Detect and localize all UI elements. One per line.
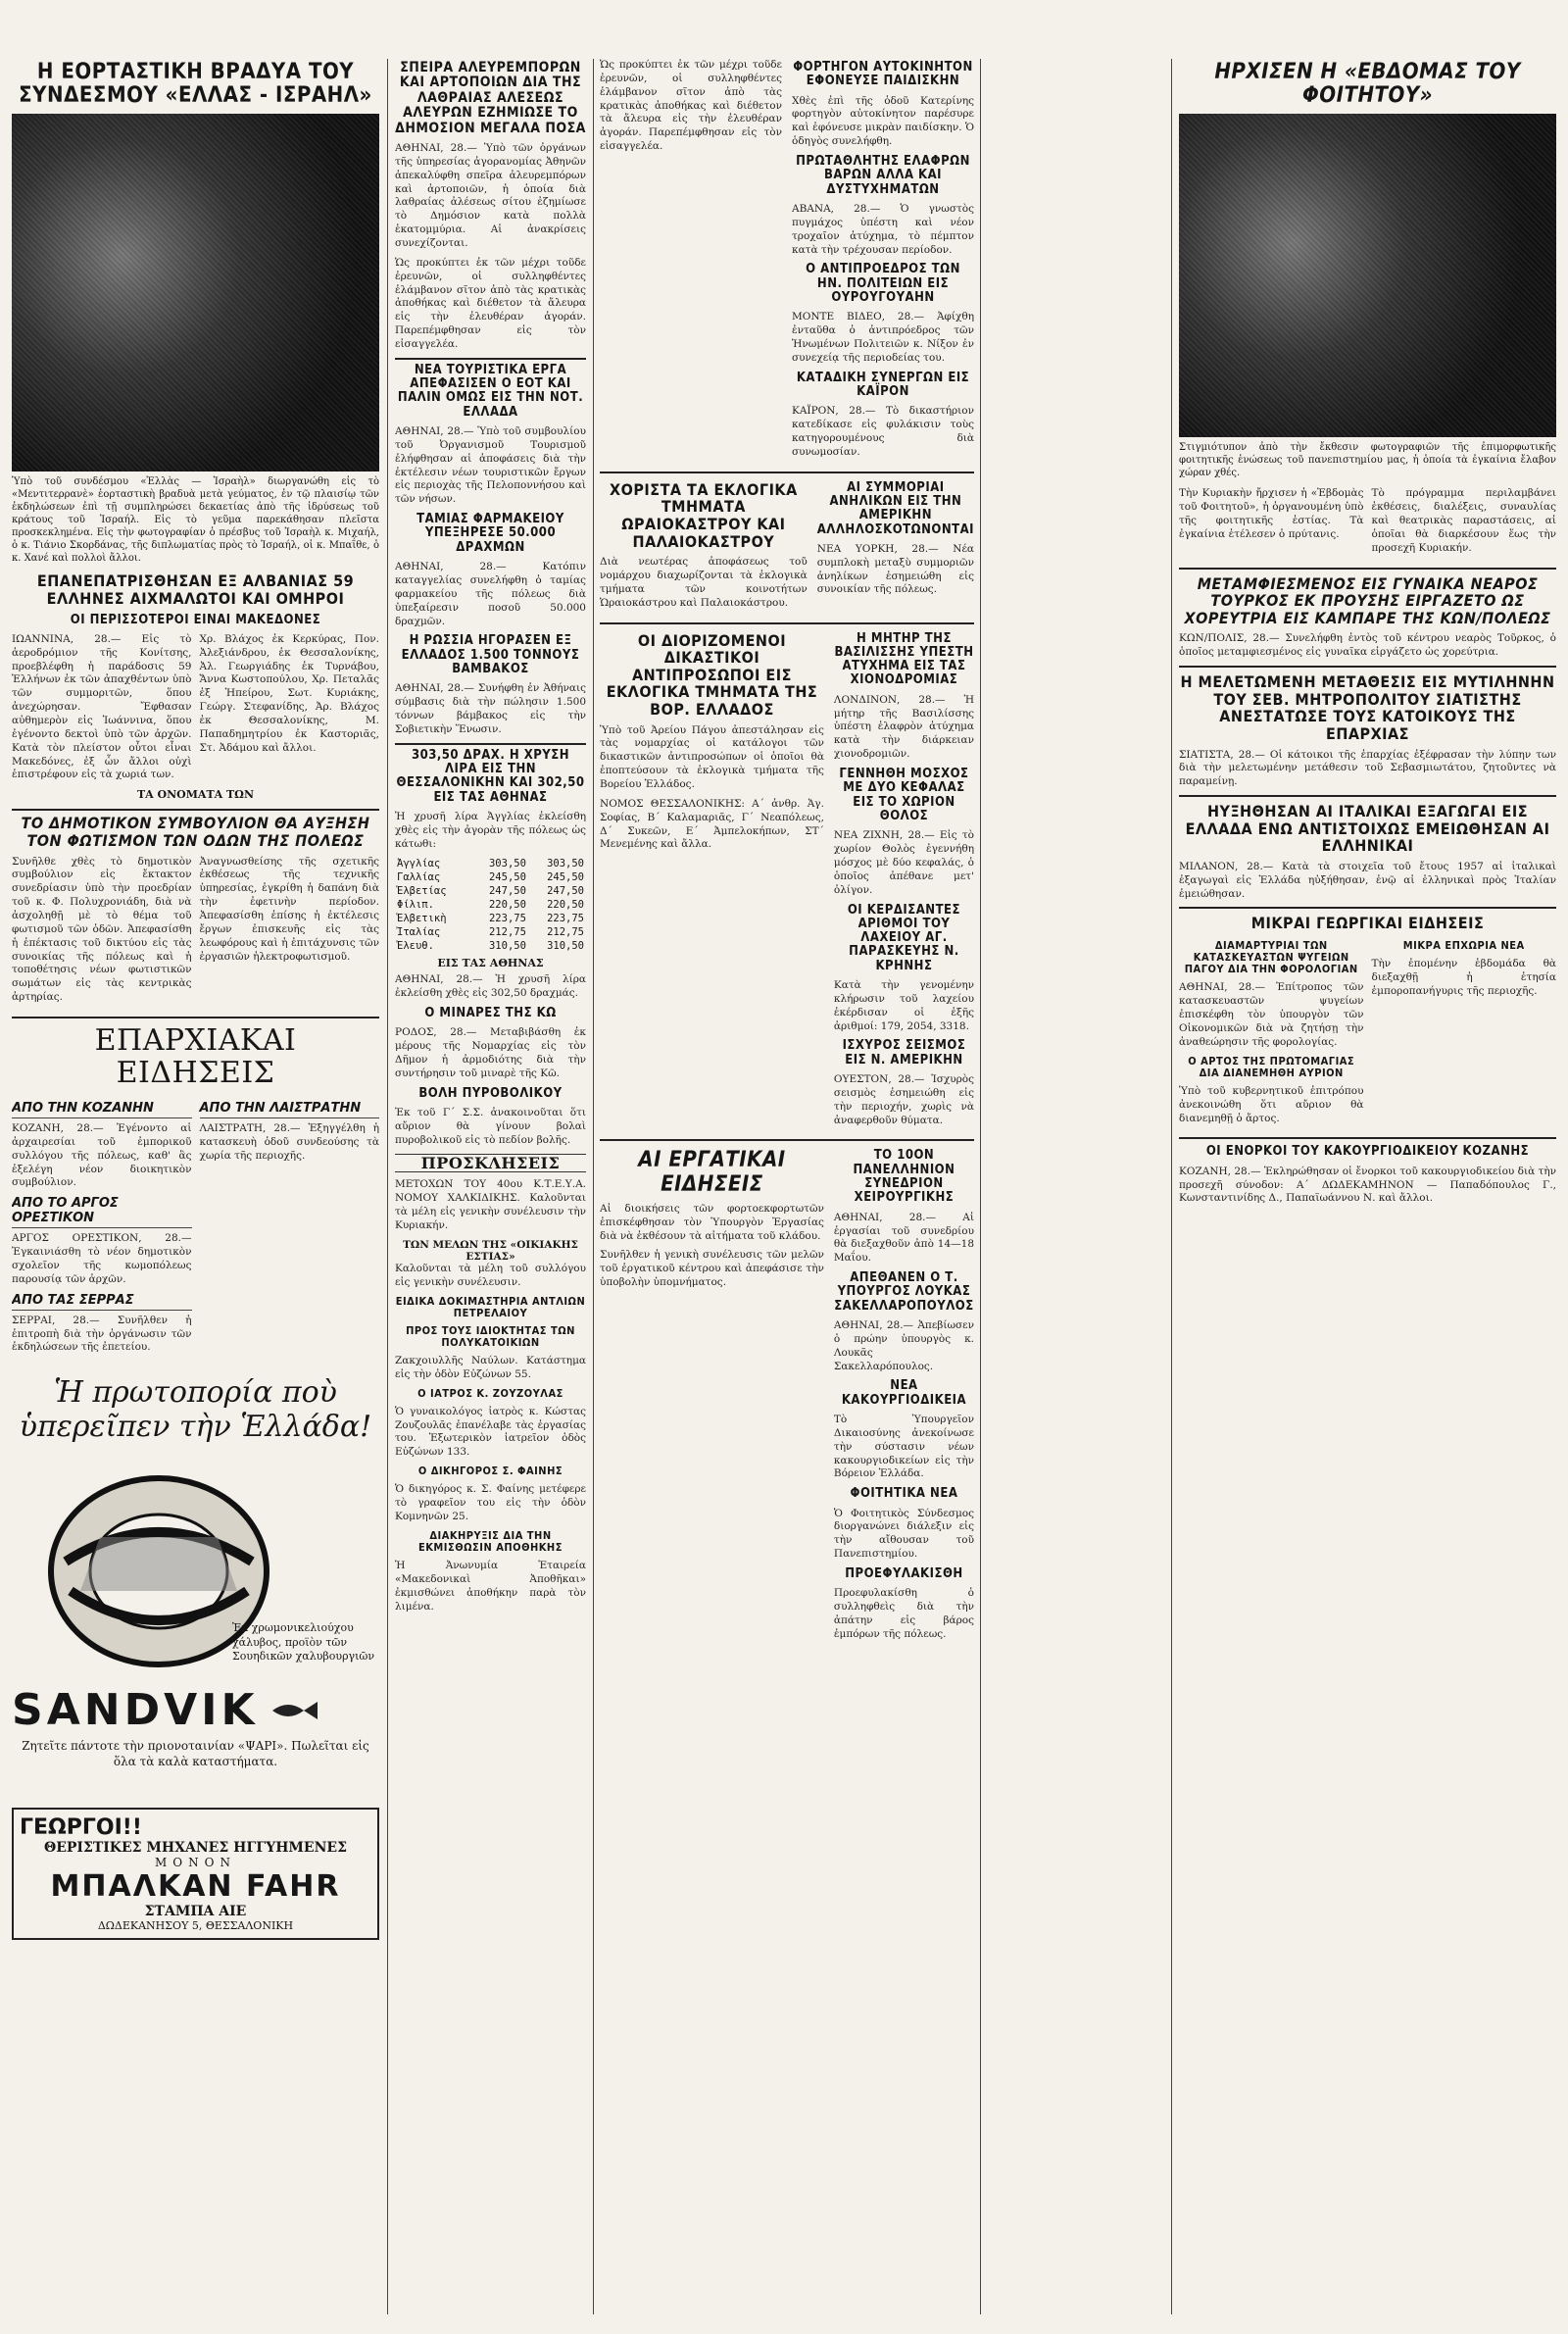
headline-minaret: Ο ΜΙΝΑΡΕΣ ΤΗΣ ΚΩ [424, 1006, 557, 1021]
column-divider [593, 59, 594, 2314]
gold-price-row [395, 925, 586, 939]
headline-albania: ΕΠΑΝΕΠΑΤΡΙΣΘΗΣΑΝ ΕΞ ΑΛΒΑΝΙΑΣ 59 ΕΛΛΗΝΕΣ ΑΙΧΜΑΛΩΤΟΙ ΚΑΙ ΟΜΗΡΟΙ [36, 571, 355, 608]
article-albania-names: ΤΑ ΟΝΟΜΑΤΑ ΤΩΝ [136, 788, 255, 802]
gold-sell-cell: 245,50 [547, 871, 584, 884]
gold-sell-cell: 310,50 [547, 940, 584, 953]
divider [1179, 795, 1556, 797]
gold-sell-cell: 220,50 [547, 899, 584, 912]
headline-lottery: ΟΙ ΚΕΡΔΙΣΑΝΤΕΣ ΑΡΙΘΜΟΙ ΤΟΥ ΛΑΧΕΙΟΥ ΑΓ. ΠΑΡΑΣΚΕΥΗΣ Ν. ΚΡΗΝΗΣ [847, 902, 961, 973]
headline-kozani-jurors: ΟΙ ΕΝΟΡΚΟΙ ΤΟΥ ΚΑΚΟΥΡΓΙΟΔΙΚΕΙΟΥ ΚΟΖΑΝΗΣ [1205, 1144, 1530, 1160]
ad-sandvik-brand: SANDVIK [12, 1685, 259, 1736]
subhead-laistratin: ΑΠΟ ΤΗΝ ΛΑΙΣΤΡΑΤΗΝ [200, 1101, 380, 1118]
subhead-serres: ΑΠΟ ΤΑΣ ΣΕΡΡΑΣ [12, 1293, 192, 1311]
headline-doctor: Ο ΙΑΤΡΟΣ Κ. ΖΟΥΖΟΥΛΑΣ [417, 1386, 564, 1400]
subhead-members: ΤΩΝ ΜΕΛΩΝ ΤΗΣ «ΟΙΚΙΑΚΗΣ ΕΣΤΙΑΣ» [403, 1238, 578, 1263]
ad-balkan-fahr [12, 1808, 379, 1940]
headline-lawyer: Ο ΔΙΚΗΓΟΡΟΣ Σ. ΦΑΙΝΗΣ [417, 1465, 564, 1478]
body-kozani: ΚΟΖΑΝΗ, 28.— Ἐγένοντο αἱ ἀρχαιρεσίαι τοῦ ἐμπορικοῦ συλλόγου τῆς πόλεως, καθ' ἃς ἐξελέγη νέον διοικητικὸν συμβούλιον. [12, 1121, 192, 1189]
column-center [600, 59, 974, 2313]
body-athens-gold: ΑΘΗΝΑΙ, 28.— Ἡ χρυσῆ λίρα ἐκλείσθη χθὲς εἰς 302,50 δραχμάς. [395, 973, 586, 1000]
body-members: Καλοῦνται τὰ μέλη τοῦ συλλόγου εἰς γενικὴν συνέλευσιν. [395, 1262, 586, 1288]
subhead-argos: ΑΠΟ ΤΟ ΑΡΓΟΣ ΟΡΕΣΤΙΚΟΝ [12, 1196, 192, 1228]
body-turk-dancer: ΚΩΝ/ΠΟΛΙΣ, 28.— Συνελήφθη ἐντὸς τοῦ κέντρου νεαρὸς Τοῦρκος, ὁ ὁποῖος μεταμφιεσμένος εἰς γυναῖκα εἰργάζετο ὡς χορεύτρια. [1179, 632, 1556, 659]
ad-fahr-line3: ΣΤΑΜΠΑ ΑΙΕ [144, 1904, 247, 1920]
headline-minister: ΑΠΕΘΑΝΕΝ Ο Τ. ΥΠΟΥΡΓΟΣ ΛΟΥΚΑΣ ΣΑΚΕΛΛΑΡΟΠΟΥΛΟΣ [834, 1270, 974, 1314]
divider [395, 358, 586, 360]
column-second [395, 59, 586, 2313]
gold-buy-cell: 247,50 [488, 885, 526, 898]
body-artillery: Ἐκ τοῦ Γ΄ Σ.Σ. ἀνακοινοῦται ὅτι αὔριον θὰ γίνουν βολαὶ πυροβολικοῦ εἰς τὸ πεδίον βολῆς. [395, 1107, 586, 1146]
gold-buy-cell: 212,75 [488, 926, 526, 939]
body-mytilene: ΣΙΑΤΙΣΤΑ, 28.— Οἱ κάτοικοι τῆς ἐπαρχίας ἐξέφρασαν τὴν λύπην των διὰ τὴν μελετωμένην μετάθεσιν τοῦ Σεβασμιωτάτου, ζητοῦντες νὰ παραμείνῃ. [1179, 748, 1556, 788]
article-albania-body-a: ΙΩΑΝΝΙΝΑ, 28.— Εἰς τὸ ἀεροδρόμιον τῆς Κονίτσης, προεβλέφθη ἡ παράδοσις 59 Ἑλλήνων ἐκ τῶν ἀπαχθέντων ὑπὸ τῶν συμμοριτῶν, ὅπου ἀνεχώρησαν. Ἔφθασαν αὐθημερὸν εἰς Ἰωάννινα, ὅπου ἐγένοντο δεκτοὶ ὑπὸ τῶν ἀρχῶν. Κατὰ τὸν πλείστον οὗτοι εἶναι Μακεδόνες, ἐξ ὧν ἄλλοι οὐχὶ ἐπιστρέφουν εἰς τὰ χωριά των. [12, 632, 192, 781]
ad-fahr-address: ΔΩΔΕΚΑΝΗΣΟΥ 5, ΘΕΣΣΑΛΟΝΙΚΗ [97, 1919, 294, 1933]
headline-pharmacy: ΤΑΜΙΑΣ ΦΑΡΜΑΚΕΙΟΥ ΥΠΕΞΗΡΕΣΕ 50.000 ΔΡΑΧΜΩΝ [416, 512, 564, 555]
body-minaret: ΡΟΔΟΣ, 28.— Μεταβιβάσθη ἐκ μέρους τῆς Νομαρχίας εἰς τὸν Δῆμον ἡ ἀρμοδιότης διὰ τὴν συντήρησιν τοῦ μιναρὲ τῆς Κῶ. [395, 1026, 586, 1080]
divider [600, 1139, 974, 1141]
divider [1179, 568, 1556, 570]
gold-sell-cell: 247,50 [547, 885, 584, 898]
ad-sandvik-steel: Ἐκ χρωμονικελιούχου χάλυβος, προϊὸν τῶν Σουηδικῶν χαλυβουργιῶν [232, 1621, 375, 1663]
body-gold: Ἡ χρυσῆ λίρα Ἀγγλίας ἐκλείσθη χθὲς εἰς τὴν ἀγορὰν τῆς πόλεως ὡς κάτωθι: [395, 810, 586, 850]
ad-sandvik-slogan: Ἡ πρωτοπορία ποὺ ὑπερεῖπεν τὴν Ἑλλάδα! [19, 1375, 372, 1444]
headline-farm-news: ΜΙΚΡΑΙ ΓΕΩΡΓΙΚΑΙ ΕΙΔΗΣΕΙΣ [1250, 914, 1485, 933]
gold-currency-cell: Ἐλευθ. [397, 940, 434, 953]
headline-mytilene: Η ΜΕΛΕΤΩΜΕΝΗ ΜΕΤΑΘΕΣΙΣ ΕΙΣ ΜΥΤΙΛΗΝΗΝ ΤΟΥ ΣΕΒ. ΜΗΤΡΟΠΟΛΙΤΟΥ ΣΙΑΤΙΣΤΗΣ ΑΝΕΣΤΑΤΩΣΕ ΤΟΥΣ ΚΑΤΟΙΚΟΥΣ ΤΗΣ ΕΠΑΡΧΙΑΣ [1180, 672, 1555, 743]
headline-student-news: ΦΟΙΤΗΤΙΚΑ ΝΕΑ [850, 1486, 958, 1502]
body-argos: ΑΡΓΟΣ ΟΡΕΣΤΙΚΟΝ, 28.— Ἐγκαινιάσθη τὸ νέον δημοτικὸν σχολεῖον τῆς κωμοπόλεως παρουσίᾳ τῶν ἀρχῶν. [12, 1232, 192, 1285]
body-judges-b: ΝΟΜΟΣ ΘΕΣΣΑΛΟΝΙΚΗΣ: Α΄ ἀνθρ. Ἁγ. Σοφίας, Β΄ Καλαμαριᾶς, Γ΄ Νεαπόλεως, Δ΄ Συκεῶν, Ε΄ Ἀμπελοκήπων, ΣΤ΄ Μενεμένης καὶ ἄλλα. [600, 797, 824, 851]
divider [395, 743, 586, 745]
gold-buy-cell: 245,50 [488, 871, 526, 884]
body-flour-cont: Ὡς προκύπτει ἐκ τῶν μέχρι τοῦδε ἐρευνῶν, οἱ συλληφθέντες ἐλάμβανον σῖτον ἀπὸ τὰς κρατικὰς ἀποθήκας καὶ διέθετον τὰ ἄλευρα εἰς τὴν ἐλευθέραν ἀγοράν. Παρεπέμφθησαν εἰς τὸν εἰσαγγελέα. [600, 59, 782, 153]
column-divider [387, 59, 388, 2314]
subhead-bread: Ο ΑΡΤΟΣ ΤΗΣ ΠΡΩΤΟΜΑΓΙΑΣ ΔΙΑ ΔΙΑΝΕΜΗΘΗ ΑΥΡΙΟΝ [1188, 1054, 1355, 1079]
body-doctor: Ὁ γυναικολόγος ἰατρὸς κ. Κώστας Ζουζουλᾶς ἐπανέλαβε τὰς ἐργασίας του. Ἐξωτερικὸν ἰατρεῖον ὁδὸς Εὐζώνων 133. [395, 1405, 586, 1459]
headline-surgeons: ΤΟ 10ΟΝ ΠΑΝΕΛΛΗΝΙΟΝ ΣΥΝΕΔΡΙΟΝ ΧΕΙΡΟΥΡΓΙΚΗΣ [853, 1148, 956, 1206]
gold-currency-cell: Γαλλίας [397, 871, 441, 884]
body-student-news: Ὁ Φοιτητικὸς Σύνδεσμος διοργανώνει διάλεξιν εἰς τὴν αἴθουσαν τοῦ Πανεπιστημίου. [833, 1507, 974, 1561]
ad-sandvik-shops: Ζητεῖτε πάντοτε τὴν πριονοταινίαν «ΨΑΡΙ». Πωλεῖται εἰς ὅλα τὰ καλὰ καταστήματα. [22, 1739, 369, 1768]
column-left [12, 59, 379, 2313]
gold-currency-cell: Ἀγγλίας [397, 858, 441, 870]
headline-warehouse: ΔΙΑΚΗΡΥΞΙΣ ΔΙΑ ΤΗΝ ΕΚΜΙΣΘΩΣΙΝ ΑΠΟΘΗΚΗΣ [418, 1528, 563, 1554]
body-lottery: Κατὰ τὴν γενομένην κλήρωσιν τοῦ λαχείου ἐκέρδισαν οἱ ἑξῆς ἀριθμοί: 179, 2054, 3318. [833, 978, 974, 1032]
headline-pumps: ΕΙΔΙΚΑ ΔΟΚΙΜΑΣΤΗΡΙΑ ΑΝΤΛΙΩΝ ΠΕΤΡΕΛΑΙΟΥ [395, 1294, 586, 1319]
body-vp: ΜΟΝΤΕ ΒΙΔΕΟ, 28.— Ἀφίχθη ἐνταῦθα ὁ ἀντιπρόεδρος τῶν Ἡνωμένων Πολιτειῶν κ. Νίξον ἐν συνεχείᾳ τῆς περιοδείας του. [792, 311, 974, 364]
headline-lighting: ΤΟ ΔΗΜΟΤΙΚΟΝ ΣΥΜΒΟΥΛΙΟΝ ΘΑ ΑΥΞΗΣΗ ΤΟΝ ΦΩΤΙΣΜΟΝ ΤΩΝ ΟΔΩΝ ΤΗΣ ΠΟΛΕΩΣ [21, 814, 370, 850]
body-lawyer: Ὁ δικηγόρος κ. Σ. Φαίνης μετέφερε τὸ γραφεῖον του εἰς τὴν ὁδὸν Κομνηνῶν 25. [395, 1483, 586, 1522]
headline-israel: Η ΕΟΡΤΑΣΤΙΚΗ ΒΡΑΔΥΑ ΤΟΥ ΣΥΝΔΕΣΜΟΥ «ΕΛΛΑΣ - ΙΣΡΑΗΛ» [19, 60, 372, 109]
divider [12, 1017, 379, 1018]
gold-buy-cell: 303,50 [488, 858, 526, 870]
gold-price-row [395, 884, 586, 898]
divider [600, 622, 974, 624]
divider [12, 809, 379, 811]
gold-buy-cell: 220,50 [488, 899, 526, 912]
subhead-fridges: ΔΙΑΜΑΡΤΥΡΙΑΙ ΤΩΝ ΚΑΤΑΣΚΕΥΑΣΤΩΝ ΨΥΓΕΙΩΝ ΠΑΓΟΥ ΔΙΑ ΤΗΝ ΦΟΡΟΛΟΓΙΑΝ [1184, 939, 1358, 976]
headline-labor: ΑΙ ΕΡΓΑΤΙΚΑΙ ΕΙΔΗΣΕΙΣ [638, 1148, 786, 1197]
caption-israel: Ὑπὸ τοῦ συνδέσμου «Ἑλλὰς — Ἰσραὴλ» διωργανώθη εἰς τὸ «Μεντιτερρανὲ» ἑορταστικὴ βραδυὰ μετὰ γεύματος, ἐν τῷ πλαισίῳ τῶν ἐκδηλώσεων ἐπὶ τῇ συμπληρώσει δεκαετίας ἀπὸ τῆς ἱδρύσεως τοῦ κράτους τοῦ Ἰσραήλ. Εἰς τὸ γεῦμα παρεκάθησαν πλεῖστα προσκεκλημένα. Εἰς τὴν φωτογραφίαν ὁ πρέσβυς τοῦ Ἰσραὴλ κ. Μιχαήλ, ὁ κ. Τιάνιο Σκορδάνας, τῆς διπλωματίας πρὸς τὸ Ἰσραήλ, οἱ κ. Μπαΐθε, ὁ κ. Χανέ καὶ πολλοὶ ἄλλοι. [12, 476, 379, 565]
headline-russia-cotton: Η ΡΩΣΣΙΑ ΗΓΟΡΑΣΕΝ ΕΞ ΕΛΛΑΔΟΣ 1.500 ΤΟΝΝΟΥΣ ΒΑΜΒΑΚΟΣ [401, 633, 580, 676]
photo-israel-dinner [12, 114, 379, 472]
body-pharmacy: ΑΘΗΝΑΙ, 28.— Κατόπιν καταγγελίας συνελήφθη ὁ ταμίας φαρμακείου τῆς πόλεως διὰ ὑπεξαίρεσιν ποσοῦ 50.000 δραχμῶν. [395, 561, 586, 627]
gold-currency-cell: Φίλιπ. [397, 899, 434, 912]
headline-judges: ΟΙ ΔΙΟΡΙΖΟΜΕΝΟΙ ΔΙΚΑΣΤΙΚΟΙ ΑΝΤΙΠΡΟΣΩΠΟΙ ΕΙΣ ΕΚΛΟΓΙΚΑ ΤΜΗΜΑΤΑ ΤΗΣ ΒΟΡ. ΕΛΛΑΔΟΣ [606, 630, 818, 719]
body-calf: ΝΕΑ ΖΙΧΝΗ, 28.— Εἰς τὸ χωρίον Θολὸς ἐγεννήθη μόσχος μὲ δύο κεφαλάς, ὁ ὁποῖος ἀπέθανε μετ' ὀλίγον. [833, 829, 974, 896]
headline-detained: ΠΡΟΕΦΥΛΑΚΙΣΘΗ [845, 1566, 963, 1582]
headline-cairo: ΚΑΤΑΔΙΚΗ ΣΥΝΕΡΓΩΝ ΕΙΣ ΚΑΪΡΟΝ [796, 370, 970, 399]
gold-sell-cell: 212,75 [547, 926, 584, 939]
ad-fahr-brand: ΜΠΑΛΚΑΝ FAHR [50, 1869, 341, 1905]
body-boxer: ΑΒΑΝΑ, 28.— Ὁ γνωστὸς πυγμάχος ὑπέστη καὶ νέον τροχαῖον ἀτύχημα, τὸ πέμπτον κατὰ τὴν τρέχουσαν περίοδον. [792, 202, 974, 256]
gold-currency-cell: Ἑλβετικὴ [397, 913, 447, 925]
body-tourism: ΑΘΗΝΑΙ, 28.— Ὑπὸ τοῦ συμβουλίου τοῦ Ὀργανισμοῦ Τουρισμοῦ ἐλήφθησαν αἱ ἀποφάσεις διὰ τὴν ἐκτέλεσιν νέων τουριστικῶν ἔργων εἰς περιοχὰς τῆς Πελοποννήσου καὶ τῶν νήσων. [395, 425, 586, 506]
headline-provincial: ΕΠΑΡΧΙΑΚΑΙ ΕΙΔΗΣΕΙΣ [94, 1022, 297, 1090]
body-flour-b: Ὡς προκύπτει ἐκ τῶν μέχρι τοῦδε ἐρευνῶν, οἱ συλληφθέντες ἐλάμβανον σῖτον ἀπὸ τὰς κρατικὰς ἀποθήκας καὶ διέθετον τὰ ἄλευρα εἰς τὴν ἐλευθέραν ἀγοράν. Παρεπέμφθησαν εἰς τὸν εἰσαγγελέα. [395, 256, 586, 350]
body-serres: ΣΕΡΡΑΙ, 28.— Συνῆλθεν ἡ ἐπιτροπὴ διὰ τὴν ὀργάνωσιν τῶν ἐκδηλώσεων τῆς ἐπετείου. [12, 1314, 192, 1354]
gold-currency-cell: Ἰταλίας [397, 926, 441, 939]
body-judges-a: Ὑπὸ τοῦ Ἀρείου Πάγου ἀπεστάλησαν εἰς τὰς νομαρχίας οἱ κατάλογοι τῶν δικαστικῶν ἀντιπροσώπων οἱ ὁποῖοι θὰ ἐποπτεύσουν τὰ ἐκλογικὰ τμήματα τῆς Βορείου Ἑλλάδος. [600, 723, 824, 790]
ad-fahr-line2: ΜΟΝΟΝ [155, 1856, 236, 1870]
body-student-week-b: Τὸ πρόγραμμα περιλαμβάνει ἐκθέσεις, διαλέξεις, συναυλίας καὶ θεατρικὰς παραστάσεις, αἱ ὁποῖαι θὰ διαρκέσουν ἕως τὴν προσεχῆ Κυριακήν. [1371, 487, 1556, 554]
gold-price-row [395, 870, 586, 884]
body-warehouse: Ἡ Ἀνωνυμία Ἑταιρεία «Μακεδονικαὶ Ἀποθῆκαι» ἐκμισθώνει ἀποθήκην παρὰ τὸν λιμένα. [395, 1560, 586, 1613]
subhead-athens: ΕΙΣ ΤΑΣ ΑΘΗΝΑΣ [437, 957, 544, 970]
headline-turk-dancer: ΜΕΤΑΜΦΙΕΣΜΕΝΟΣ ΕΙΣ ΓΥΝΑΙΚΑ ΝΕΑΡΟΣ ΤΟΥΡΚΟΣ ΕΚ ΠΡΟΥΣΗΣ ΕΙΡΓΑΖΕΤΟ ΩΣ ΧΟΡΕΥΤΡΙΑ ΕΙΣ ΚΑΜΠΑΡΕ ΤΗΣ ΚΩΝ/ΠΟΛΕΩΣ [1184, 573, 1551, 627]
body-local-news: Τὴν ἐπομένην ἑβδομάδα θὰ διεξαχθῇ ἡ ἐτησία ἐμποροπανήγυρις τῆς περιοχῆς. [1371, 958, 1556, 997]
gold-price-row [395, 939, 586, 953]
headline-tourism: ΝΕΑ ΤΟΥΡΙΣΤΙΚΑ ΕΡΓΑ ΑΠΕΦΑΣΙΣΕΝ Ο ΕΟΤ ΚΑΙ ΠΑΛΙΝ ΟΜΩΣ ΕΙΣ ΤΗΝ ΝΟΤ. ΕΛΛΑΔΑ [397, 362, 584, 420]
gold-buy-cell: 223,75 [488, 913, 526, 925]
divider [600, 472, 974, 473]
body-surgeons: ΑΘΗΝΑΙ, 28.— Αἱ ἐργασίαι τοῦ συνεδρίου θὰ διεξαχθοῦν ἀπὸ 14—18 Μαΐου. [833, 1211, 974, 1265]
body-fridges: ΑΘΗΝΑΙ, 28.— Ἐπίτροπος τῶν κατασκευαστῶν ψυγείων ἐπισκέφθη τὸν ὑπουργὸν τῶν Οἰκονομικῶν διὰ νὰ ζητήσῃ τὴν ἀναθεώρησιν τῆς φορολογίας. [1179, 981, 1364, 1048]
headline-artillery: ΒΟΛΗ ΠΥΡΟΒΟΛΙΚΟΥ [418, 1085, 563, 1101]
headline-quake: ΙΣΧΥΡΟΣ ΣΕΙΣΜΟΣ ΕΙΣ Ν. ΑΜΕΡΙΚΗΝ [842, 1038, 966, 1068]
ad-fahr-title: ΓΕΩΡΓΟΙ!! [20, 1815, 142, 1841]
article-lighting-body-b: Ἀναγνωσθείσης τῆς σχετικῆς ἐκθέσεως τῆς τεχνικῆς ὑπηρεσίας, ἐγκρίθη ἡ δαπάνη διὰ τὴν ἐφετινὴν περίοδον. Ἀπεφασίσθη ἐπίσης ἡ ἐκτέλεσις ἔργων ἐπισκευῆς εἰς τὰς λεωφόρους καὶ ἡ ἐπιτάχυνσις τῶν ἐργασιῶν ἡλεκτροφωτισμοῦ. [199, 855, 379, 963]
body-cairo: ΚΑΪΡΟΝ, 28.— Τὸ δικαστήριον κατεδίκασε εἰς φυλάκισιν τοὺς κατηγορουμένους διὰ συνωμοσίαν. [792, 405, 974, 458]
gold-currency-cell: Ἑλβετίας [397, 885, 447, 898]
body-electoral-split: Διὰ νεωτέρας ἀποφάσεως τοῦ νομάρχου διαχωρίζονται τὰ ἐκλογικὰ τμήματα τῶν κοινοτήτων Ὡραιοκάστρου καὶ Παλαιοκάστρου. [600, 556, 808, 609]
body-minister: ΑΘΗΝΑΙ, 28.— Ἀπεβίωσεν ὁ πρώην ὑπουργὸς κ. Λουκᾶς Σακελλαρόπουλος. [833, 1318, 974, 1372]
column-right [1179, 59, 1556, 2313]
gold-price-row [395, 857, 586, 870]
body-flour-a: ΑΘΗΝΑΙ, 28.— Ὑπὸ τῶν ὀργάνων τῆς ὑπηρεσίας ἀγορανομίας Ἀθηνῶν ἀπεκαλύφθη σπεῖρα ἀλευρεμπόρων καὶ ἀρτοποιῶν, ἡ ὁποία διὰ λαθραίας ἀλέσεως σίτου ἐζημίωσε τὸ Δημόσιον κατὰ πολλὰ ἑκατομμύρια. Αἱ ἀνακρίσεις συνεχίζονται. [395, 141, 586, 249]
fish-logo-icon [270, 1699, 319, 1722]
caption-student-exhibition: Στιγμιότυπον ἀπὸ τὴν ἔκθεσιν φωτογραφιῶν τῆς ἐπιμορφωτικῆς φοιτητικῆς ἑνώσεως τοῦ πανεπιστημίου μας, ἡ ὁποία τὰ ἐγκαίνια ἔλαβον χώραν χθές. [1179, 442, 1556, 479]
subhead-local-news: ΜΙΚΡΑ ΕΠΧΩΡΙΑ ΝΕΑ [1402, 939, 1525, 953]
body-detained: Προεφυλακίσθη ὁ συλληφθεὶς διὰ τὴν ἀπάτην εἰς βάρος ἐμπόρων τῆς πόλεως. [833, 1587, 974, 1640]
body-laistratin: ΛΑΙΣΤΡΑΤΗ, 28.— Ἐξηγγέλθη ἡ κατασκευὴ ὁδοῦ συνδεούσης τὰ χωρία τῆς περιοχῆς. [199, 1121, 379, 1162]
headline-italy-exports: ΗΥΞΗΘΗΣΑΝ ΑΙ ΙΤΑΛΙΚΑΙ ΕΞΑΓΩΓΑΙ ΕΙΣ ΕΛΛΑΔΑ ΕΝΩ ΑΝΤΙΣΤΟΙΧΩΣ ΕΜΕΙΩΘΗΣΑΝ ΑΙ ΕΛΛΗΝΙΚΑΙ [1185, 802, 1550, 856]
body-truck: Χθὲς ἐπὶ τῆς ὁδοῦ Κατερίνης φορτηγὸν αὐτοκίνητον παρέσυρε καὶ ἐφόνευσε μικρὰν παιδίσκην. Ὁ ὁδηγὸς συνελήφθη. [792, 94, 974, 148]
body-queen-mother: ΛΟΝΔΙΝΟΝ, 28.— Ἡ μήτηρ τῆς Βασιλίσσης ὑπέστη ἐλαφρὸν ἀτύχημα κατὰ τὴν διάρκειαν χιονοδρομιῶν. [833, 693, 974, 761]
body-student-week-a: Τὴν Κυριακὴν ἤρχισεν ἡ «Ἑβδομὰς τοῦ Φοιτητοῦ», ἡ ὀργανουμένη ὑπὸ τῆς φοιτητικῆς ἑστίας. Τὰ ἐγκαίνια ἐτέλεσεν ὁ πρύτανις. [1179, 487, 1364, 540]
divider [1179, 1137, 1556, 1139]
divider [1179, 907, 1556, 909]
gold-price-table [395, 857, 586, 953]
headline-queen-mother: Η ΜΗΤΗΡ ΤΗΣ ΒΑΣΙΛΙΣΣΗΣ ΥΠΕΣΤΗ ΑΤΥΧΗΜΑ ΕΙΣ ΤΑΣ ΧΙΟΝΟΔΡΟΜΙΑΣ [834, 630, 974, 688]
headline-vp: Ο ΑΝΤΙΠΡΟΕΔΡΟΣ ΤΩΝ ΗΝ. ΠΟΛΙΤΕΙΩΝ ΕΙΣ ΟΥΡΟΥΓΟΥΑΗΝ [806, 262, 960, 305]
article-lighting-body-a: Συνῆλθε χθὲς τὸ δημοτικὸν συμβούλιον εἰς ἔκτακτον συνεδρίασιν ὑπὸ τὴν προεδρίαν τοῦ κ. Φ. Πολυχρονιάδη, διὰ νὰ ἀσχοληθῇ μὲ τὸ θέμα τοῦ φωτισμοῦ τῶν ὁδῶν. Ἀπεφασίσθη ἡ ἐπέκτασις τοῦ δικτύου εἰς τὰς συνοικίας τῆς πόλεως καὶ ἡ τοποθέτησις νέων φωτιστικῶν σωμάτων εἰς τὰς κεντρικὰς ἀρτηρίας. [12, 855, 192, 1004]
column-divider [1171, 59, 1172, 2314]
headline-student-week: ΗΡΧΙΣΕΝ Η «ΕΒΔΟΜΑΣ ΤΟΥ ΦΟΙΤΗΤΟΥ» [1214, 60, 1521, 109]
headline-gangs: ΑΙ ΣΥΜΜΟΡΙΑΙ ΑΝΗΛΙΚΩΝ ΕΙΣ ΤΗΝ ΑΜΕΡΙΚΗΝ ΑΛΛΗΛΟΣΚΟΤΩΝΟΝΤΑΙ [816, 479, 974, 537]
gold-price-row [395, 898, 586, 912]
divider [1179, 666, 1556, 668]
body-gangs: ΝΕΑ ΥΟΡΚΗ, 28.— Νέα συμπλοκὴ μεταξὺ συμμοριῶν ἀνηλίκων ἐσημειώθη εἰς συνοικίαν τῆς πόλεως. [816, 542, 974, 596]
body-quake: ΟΥΕΣΤΟΝ, 28.— Ἰσχυρὸς σεισμὸς ἐσημειώθη εἰς τὴν περιοχήν, χωρὶς νὰ ἀναφερθοῦν θύματα. [833, 1073, 974, 1126]
headline-criminal-courts: ΝΕΑ ΚΑΚΟΥΡΓΙΟΔΙΚΕΙΑ [841, 1378, 967, 1408]
headline-gold: 303,50 ΔΡΑΧ. Η ΧΡΥΣΗ ΛΙΡΑ ΕΙΣ ΤΗΝ ΘΕΣΣΑΛΟΝΙΚΗΝ ΚΑΙ 302,50 ΕΙΣ ΤΑΣ ΑΘΗΝΑΣ [396, 747, 585, 805]
subhead-macedonians: ΟΙ ΠΕΡΙΣΣΟΤΕΡΟΙ ΕΙΝΑΙ ΜΑΚΕΔΟΝΕΣ [70, 612, 321, 627]
body-labor-b: Συνῆλθεν ἡ γενικὴ συνέλευσις τῶν μελῶν τοῦ ἐργατικοῦ κέντρου καὶ ἀπεφάσισε τὴν ὑποβολὴν ὑπομνήματος. [600, 1249, 824, 1289]
gold-buy-cell: 310,50 [488, 940, 526, 953]
body-bread: Ὑπὸ τοῦ κυβερνητικοῦ ἐπιτρόπου ἀνεκοινώθη ὅτι αὔριον θὰ διανεμηθῇ ὁ ἄρτος. [1179, 1084, 1364, 1124]
body-owners: Ζακχοιυλλῆς Ναύλων. Κατάστημα εἰς τὴν ὁδὸν Εὐζώνων 55. [395, 1354, 586, 1380]
headline-flour: ΣΠΕΙΡΑ ΑΛΕΥΡΕΜΠΟΡΩΝ ΚΑΙ ΑΡΤΟΠΟΙΩΝ ΔΙΑ ΤΗΣ ΛΑΘΡΑΙΑΣ ΑΛΕΣΕΩΣ ΑΛΕΥΡΩΝ ΕΖΗΜΙΩΣΕ ΤΟ ΔΗΜΟΣΙΟΝ ΜΕΓΑΛΑ ΠΟΣΑ [395, 60, 586, 136]
article-albania-body-b: Χρ. Βλάχος ἐκ Κερκύρας, Πον. Ἀλεξιάνδρου, ἐκ Θεσσαλονίκης, Ἀλ. Γεωργιάδης ἐκ Τυρνάβου, Ἄννα Κωστοπούλου, Χρ. Πεταλᾶς ἐξ Ἠπείρου, Σωτ. Κυριάκης, Γεώργ. Στεφανίδης, Ἀρ. Βλάχος ἐκ Θεσσαλονίκης, Μ. Παπαδημητρίου ἐκ Καστοριᾶς, Στ. Ἀδάμου καὶ ἄλλοι. [199, 632, 379, 754]
ad-sandvik [12, 1376, 379, 1798]
body-invitations: ΜΕΤΟΧΩΝ ΤΟΥ 40ου Κ.Τ.Ε.Υ.Α. ΝΟΜΟΥ ΧΑΛΚΙΔΙΚΗΣ. Καλοῦνται τὰ μέλη εἰς γενικὴν συνέλευσιν τὴν Κυριακήν. [395, 1178, 586, 1231]
headline-truck: ΦΟΡΤΗΓΟΝ ΑΥΤΟΚΙΝΗΤΟΝ ΕΦΟΝΕΥΣΕ ΠΑΙΔΙΣΚΗΝ [793, 60, 973, 89]
gold-sell-cell: 223,75 [547, 913, 584, 925]
headline-owners: ΠΡΟΣ ΤΟΥΣ ΙΔΙΟΚΤΗΤΑΣ ΤΩΝ ΠΟΛΥΚΑΤΟΙΚΙΩΝ [406, 1323, 575, 1349]
gold-price-row [395, 912, 586, 925]
headline-boxer: ΠΡΩΤΑΘΛΗΤΗΣ ΕΛΑΦΡΩΝ ΒΑΡΩΝ ΑΛΛΑ ΚΑΙ ΔΥΣΤΥΧΗΜΑΤΩΝ [796, 154, 970, 197]
body-kozani-jurors: ΚΟΖΑΝΗ, 28.— Ἐκληρώθησαν οἱ ἔνορκοι τοῦ κακουργιοδικείου διὰ τὴν προσεχῆ σύνοδον: Α΄ ΔΩΔΕΚΑΜΗΝΟΝ — Παπαδόπουλος Γ., Κωνσταντινίδης Δ., Παπαϊωάννου Ν. καὶ ἄλλοι. [1179, 1165, 1556, 1205]
subhead-kozani: ΑΠΟ ΤΗΝ ΚΟΖΑΝΗΝ [12, 1101, 192, 1118]
gold-sell-cell: 303,50 [547, 858, 584, 870]
body-labor-a: Αἱ διοικήσεις τῶν φορτοεκφορτωτῶν ἐπισκέφθησαν τὸν Ὑπουργὸν Ἐργασίας διὰ νὰ ἐκθέσουν τὰ αἰτήματα τοῦ κλάδου. [600, 1202, 824, 1242]
body-russia-cotton: ΑΘΗΝΑΙ, 28.— Συνήφθη ἐν Ἀθήναις σύμβασις διὰ τὴν πώλησιν 1.500 τόννων βάμβακος εἰς τὴν Σοβιετικὴν Ἕνωσιν. [395, 682, 586, 735]
headline-calf: ΓΕΝΝΗΘΗ ΜΟΣΧΟΣ ΜΕ ΔΥΟ ΚΕΦΑΛΑΣ ΕΙΣ ΤΟ ΧΩΡΙΟΝ ΘΟΛΟΣ [839, 767, 969, 823]
column-divider [980, 59, 981, 2314]
headline-invitations: ΠΡΟΣΚΛΗΣΕΙΣ [395, 1154, 586, 1173]
headline-electoral-split: ΧΟΡΙΣΤΑ ΤΑ ΕΚΛΟΓΙΚΑ ΤΜΗΜΑΤΑ ΩΡΑΙΟΚΑΣΤΡΟΥ ΚΑΙ ΠΑΛΑΙΟΚΑΣΤΡΟΥ [610, 479, 798, 551]
photo-student-exhibition [1179, 114, 1556, 437]
ad-fahr-line1: ΘΕΡΙΣΤΙΚΕΣ ΜΗΧΑΝΕΣ ΗΓΓΥΗΜΕΝΕΣ [44, 1840, 347, 1857]
body-italy-exports: ΜΙΛΑΝΟΝ, 28.— Κατὰ τὰ στοιχεῖα τοῦ ἔτους 1957 αἱ ἰταλικαὶ ἐξαγωγαὶ εἰς Ἑλλάδα ηὐξήθησαν, ἐνῷ αἱ ἑλληνικαὶ πρὸς Ἰταλίαν ἐμειώθησαν. [1179, 860, 1556, 900]
body-criminal-courts: Τὸ Ὑπουργεῖον Δικαιοσύνης ἀνεκοίνωσε τὴν σύστασιν νέων κακουργιοδικείων εἰς τὴν Βόρειον Ἑλλάδα. [833, 1414, 974, 1480]
